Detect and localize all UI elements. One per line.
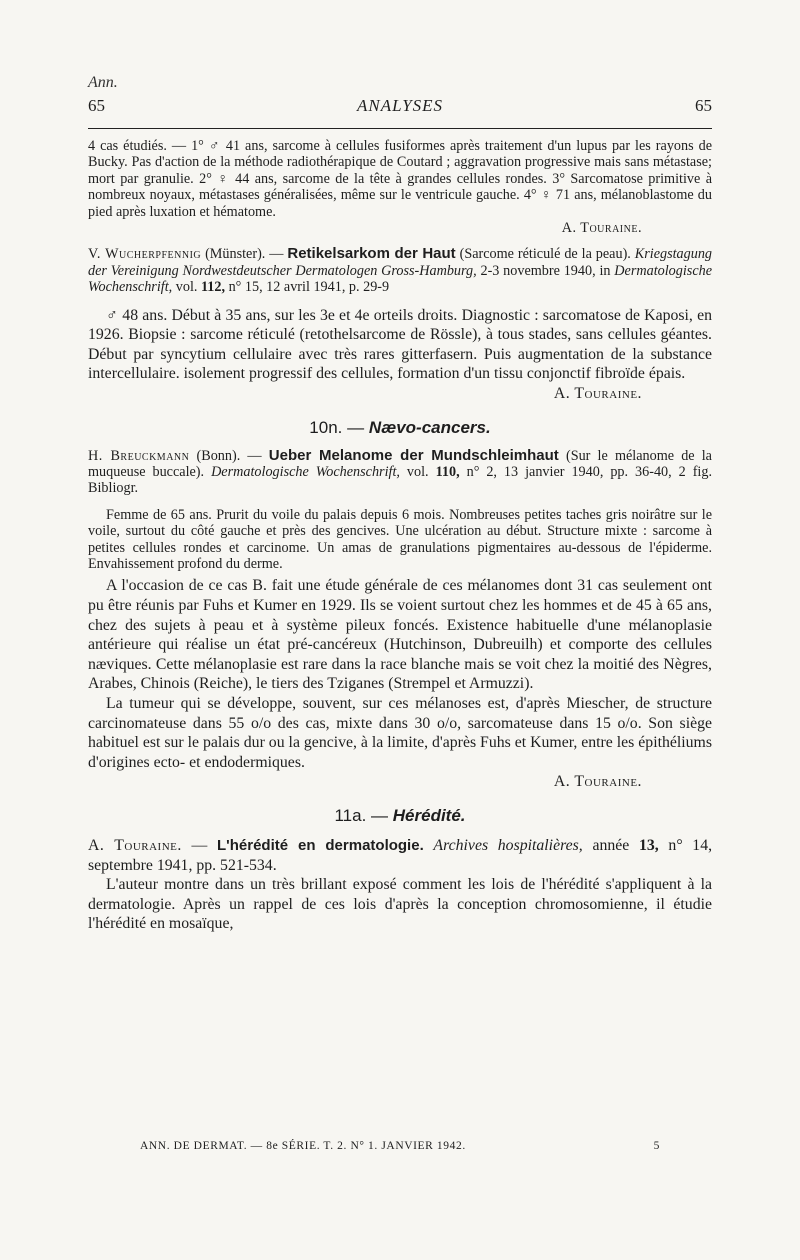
article1-abstract: ♂ 48 ans. Début à 35 ans, sur les 3e et 4e orteils droits. Diagnostic : sarcomatose de Kaposi, en 1926. Biopsie : sarcome réticulé (retothelsarcome de Rössle), à tous stades, sans cellules géantes. Début par syncytium cellulaire avec très rares gitterfasern. Puis augmentation de la substance intercellulaire. isolement progressif des cellules, formation d'un tissu conjonctif fibroïde épais. [88,306,712,383]
article3-paragraph-1: L'auteur montre dans un très brillant exposé comment les lois de l'hérédité s'appliquent à la dermatologie. Après un rappel de ces lois d'après la conception chromosomienne, il étudie l'hérédité en mosaïque, [88,876,712,933]
article3-author: A. Touraine. [88,837,182,854]
article1-signature [88,384,712,404]
running-title: ANALYSES [356,96,444,115]
article1-place: (Münster). — [205,246,284,263]
article2-paragraph-2: La tumeur qui se développe, souvent, sur ces mélanoses est, d'après Miescher, de structure carcinomateuse dans 55 o/o des cas, mixte dans 30 o/o, sarcomateuse dans 15 o/o. Son siège habituel est sur le palais dur ou la gencive, à la limite, d'après Fuhs et Kumer, entre les épithéliums d'origines ecto- et endodermiques. [88,695,712,771]
article1-mid: 2-3 novembre 1940, in [480,262,611,279]
article3-ref-prefix: année [592,837,630,854]
section2-number: 11a. — [334,806,389,825]
footer-sheet-number: 5 [653,1140,660,1152]
article1-volume: 112, [200,279,226,296]
footer-journal-ref: ANN. DE DERMAT. — 8e SÉRIE. T. 2. N° 1. JANVIER 1942. [140,1140,466,1152]
article1-title: Retikelsarkom der Haut [287,245,456,263]
section-heading-naevo-cancers [88,418,712,438]
article2-title: Ueber Melanome der Mundschleimhaut [268,446,559,464]
running-header [88,96,712,116]
article2-signature [88,772,712,792]
article1-journal1: Kriegstagung der Vereinigung Nordwestdeutscher Dermatologen Gross-Hamburg, [88,246,713,279]
article2-subtitle: (Sur le mélanome de la muqueuse buccale). [88,447,712,481]
section1-title: Nævo-cancers. [368,417,491,437]
header-rule [88,128,712,129]
article1-journal2: Dermatologische Wochenschrift, [88,262,713,296]
article2-author: H. Breuckmann [88,447,190,464]
signature-text: A. Touraine. [561,220,642,237]
article2-volume: 110, [435,464,460,481]
article3-reference [88,836,712,875]
section1-number: 10n. — [309,417,365,437]
article1-reference [88,246,712,295]
block1-signature [88,220,712,236]
article2-abstract: Femme de 65 ans. Prurit du voile du palais depuis 6 mois. Nombreuses petites taches gris noirâtre sur le voile, surtout du côté gauche et près des gencives. Une ulcération au début. Structure mixte : sarcome à petites cellules rondes et carcinome. Un amas de granulations pigmentaires au-dessous de l'épiderme. Envahissement profond du derme. [88,506,712,573]
page-body [88,138,712,934]
article3-journal: Archives hospitalières, [433,837,583,854]
signature-text: A. Touraine. [553,773,642,791]
article2-paragraph-1: A l'occasion de ce cas B. fait une étude générale de ces mélanomes dont 31 cas seulement ont pu être réunis par Fuhs et Kumer en 1929. Ils se voient surtout chez les hommes et de 45 à 65 ans, chez des sujets à peau et à système pileux foncés. Existence habituelle d'une mélanoplasie antérieure qui réalise un état pré-cancéreux (Hutchinson, Dubreuilh) et comporte des cellules næviques. Cette mélanoplasie est rare dans la race blanche mais se voit chez la moitié des Nègres, Arabes, Chinois (Reiche), le tiers des Tziganes (Strempel et Armuzzi). [88,577,712,693]
article3-dash: — [191,837,208,854]
page-number-left: 65 [88,96,105,115]
article1-ref-prefix: vol. [175,279,198,296]
handwritten-annotation: Ann. [88,74,118,91]
article3-title: L'hérédité en dermatologie. [217,837,424,854]
article2-journal: Dermatologische Wochenschrift, [211,464,400,481]
signature-text: A. Touraine. [553,385,642,403]
page-number-right: 65 [695,96,712,115]
article3-ref-rest: n° 14, septembre 1941, pp. 521-534. [88,837,713,874]
article2-ref-rest: n° 2, 13 janvier 1940, pp. 36-40, 2 fig. Bibliogr. [88,464,713,497]
article1-author: V. Wucherpfennig [88,246,202,263]
page-footer [140,1140,660,1152]
article2-place: (Bonn). — [196,447,262,464]
section2-title: Hérédité. [392,806,466,825]
article3-volume: 13, [638,837,659,854]
section-heading-heredite [88,806,712,826]
article1-subtitle: (Sarcome réticulé de la peau). [459,246,631,263]
block1-text: 4 cas étudiés. — 1° ♂ 41 ans, sarcome à cellules fusiformes après traitement d'un lupus par les rayons de Bucky. Pas d'action de la méthode radiothérapique de Coutard ; aggravation progressive mais sans métastase; mort par granulie. 2° ♀ 44 ans, sarcome de la tête à grandes cellules rondes. 3° Sarcomatose primitive à nombreux noyaux, métastases généralisées, même sur le ventricule gauche. 4° ♀ 71 ans, mélanoblastome du pied après luxation et hématome. [88,138,712,220]
article2-ref-prefix: vol. [406,464,429,481]
article2-reference [88,448,712,497]
article1-ref-rest: n° 15, 12 avril 1941, p. 29-9 [228,279,390,296]
